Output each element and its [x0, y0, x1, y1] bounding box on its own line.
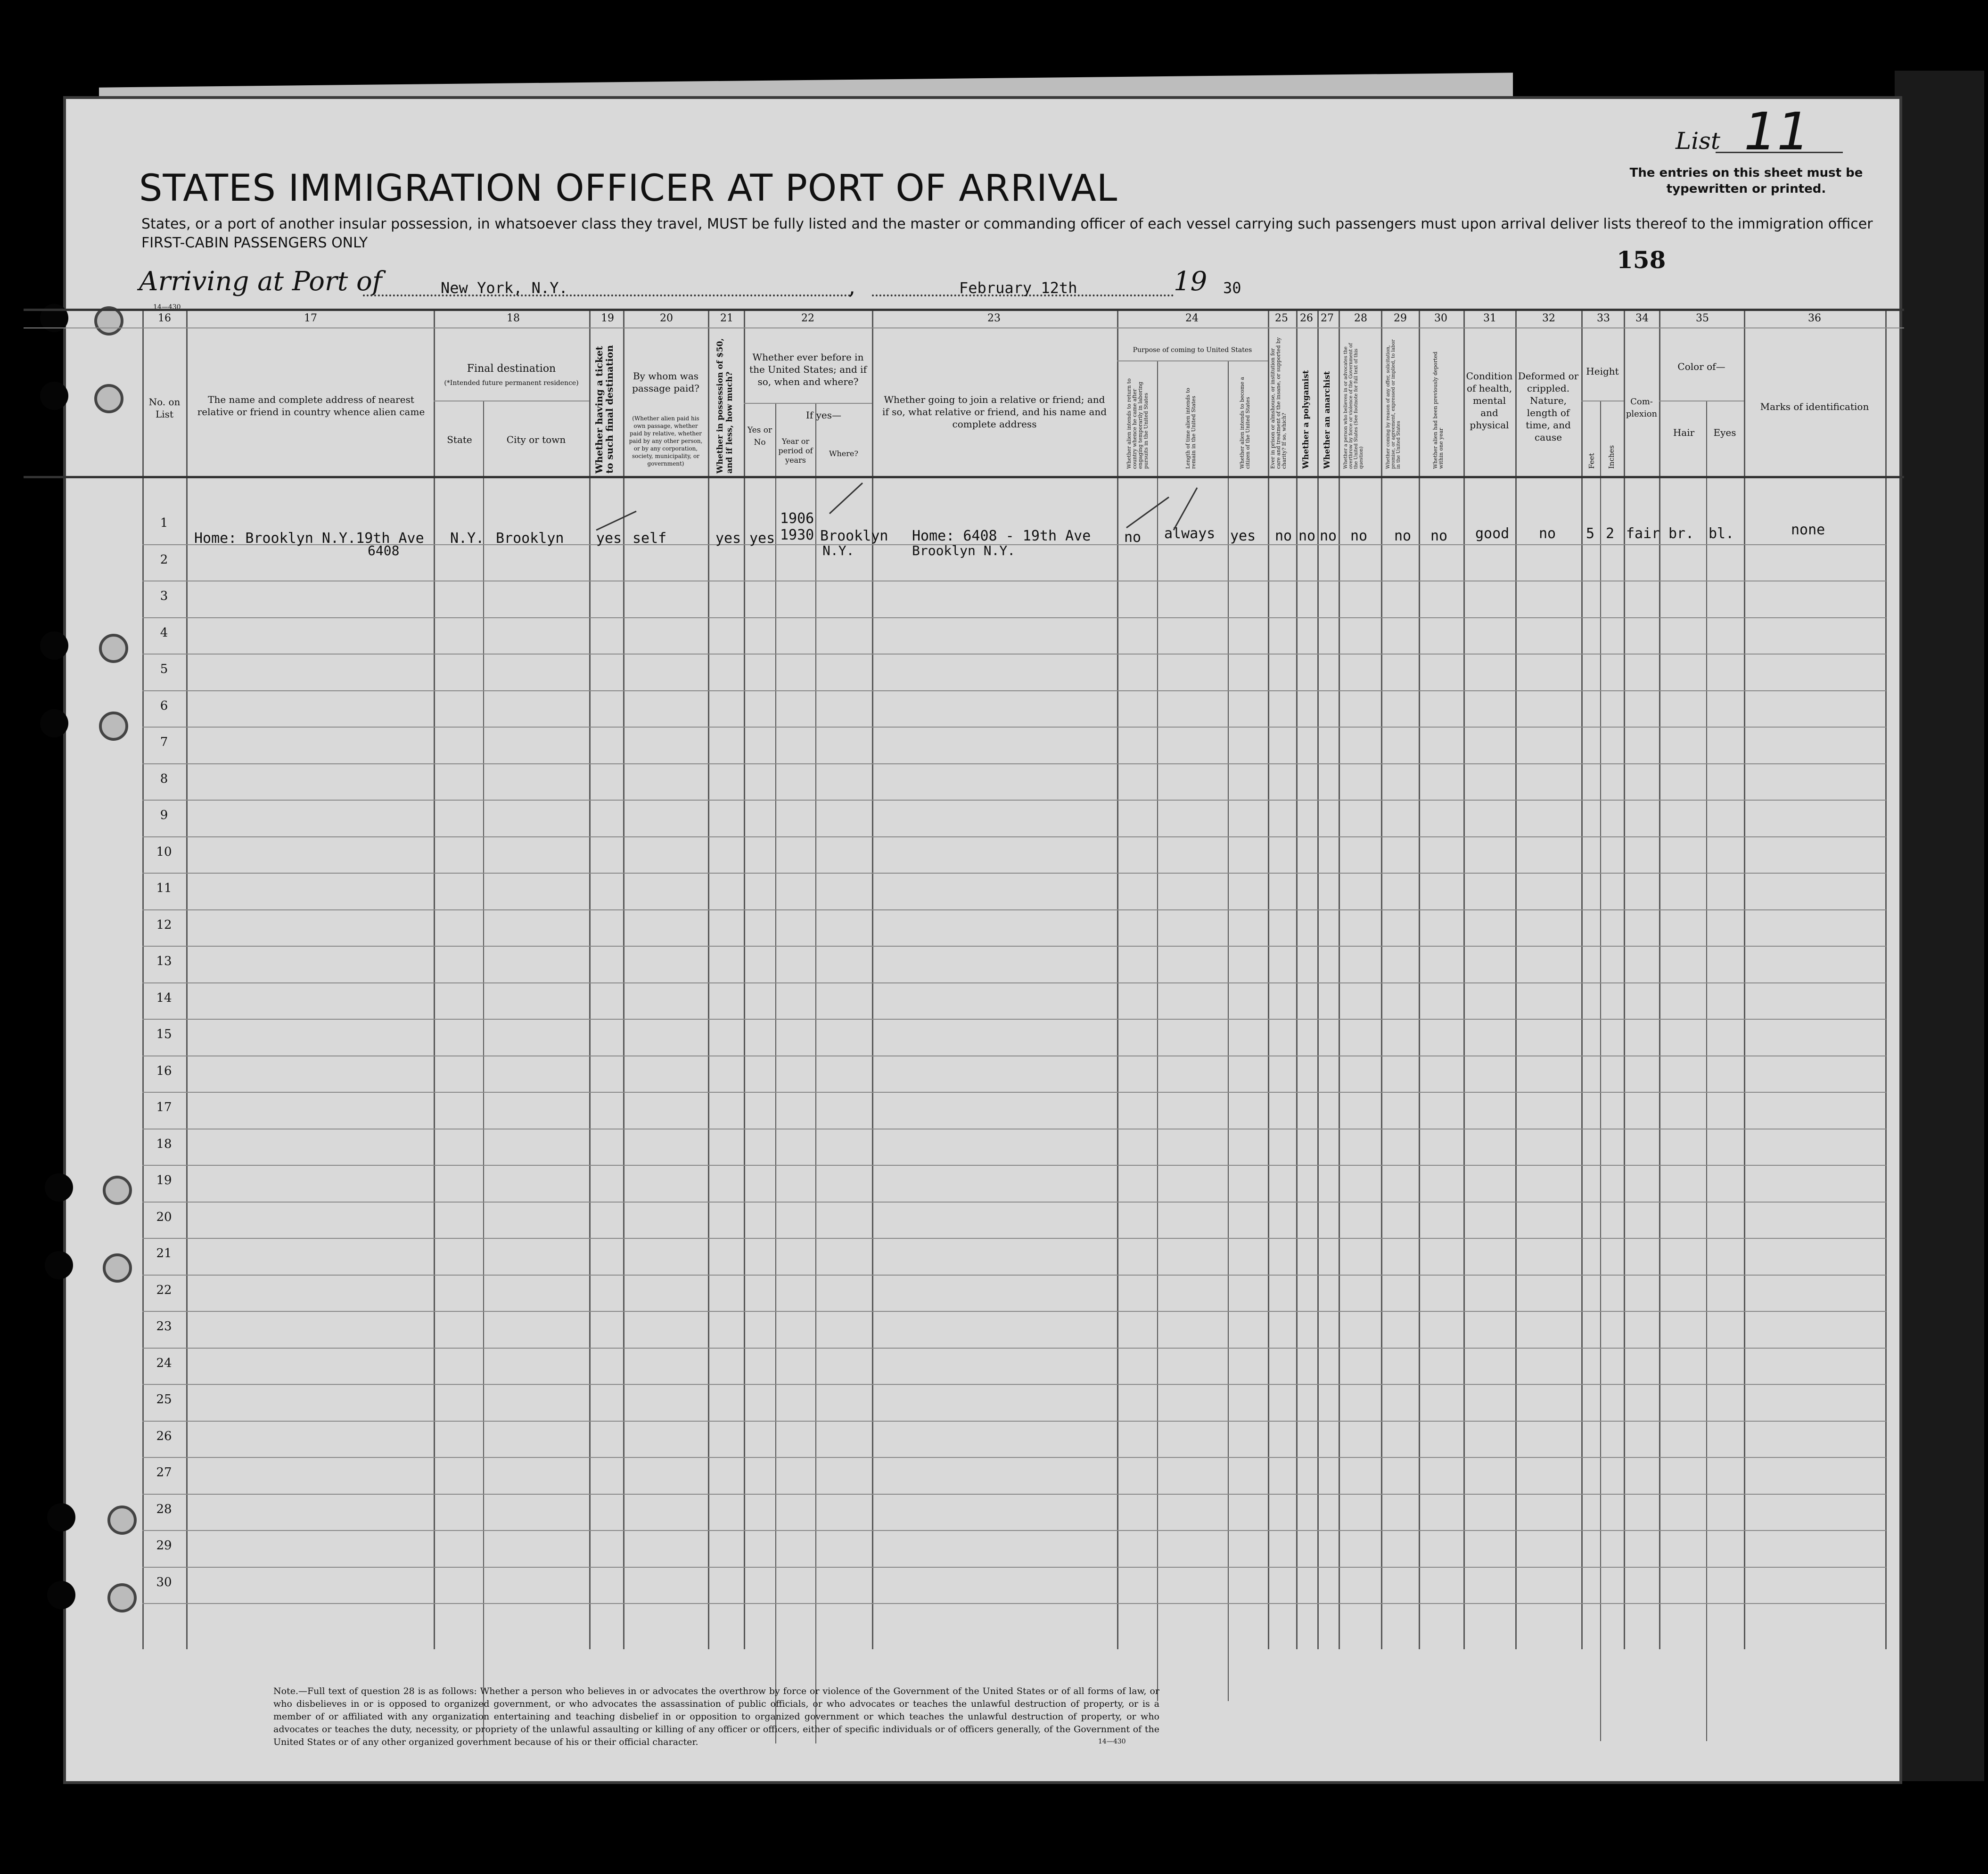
- cell-where-line2: N.Y.: [822, 543, 854, 558]
- heading-nearest-relative: The name and complete address of nearest relative or friend in country whence alien came: [197, 394, 425, 417]
- cell-prison: no: [1275, 528, 1292, 544]
- sheet-number: 158: [1617, 246, 1666, 274]
- heading-final-destination: Final destination: [467, 363, 556, 375]
- column-rule: [1157, 360, 1158, 1701]
- heading-anarchist: Whether an anarchist: [1323, 371, 1332, 469]
- row-rule: [142, 982, 1886, 983]
- cell-years-line2: 1930: [780, 527, 814, 543]
- cell-where-line1: Brooklyn: [820, 528, 888, 544]
- heading-height: Height: [1586, 366, 1619, 377]
- heading-color-of: Color of—: [1677, 361, 1725, 372]
- cell-inches: 2: [1606, 525, 1615, 542]
- heading-length-of-time: Length of time alien intends to remain in the United States: [1185, 387, 1197, 469]
- row-rule: [142, 800, 1886, 801]
- heading-if-yes: If yes—: [805, 409, 842, 421]
- row-rule: [142, 1311, 1886, 1312]
- row-number: 9: [160, 808, 168, 822]
- port-value: New York, N.Y.: [441, 279, 568, 297]
- heading-yes-or-no: Yes or No: [747, 426, 772, 447]
- form-code: 14—430: [153, 303, 181, 311]
- row-number: 12: [156, 917, 172, 932]
- column-rule: [1600, 401, 1601, 1741]
- column-number: 17: [304, 312, 317, 324]
- row-rule: [142, 873, 1886, 874]
- cell-anarchist: no: [1320, 528, 1337, 544]
- row-rule: [142, 1238, 1886, 1239]
- cell-hair: br.: [1668, 525, 1694, 542]
- arriving-label: Arriving at Port of: [139, 266, 382, 297]
- row-rule: [142, 1421, 1886, 1422]
- row-number: 8: [160, 771, 168, 786]
- row-number: 7: [160, 735, 168, 749]
- cell-relative-line1: Home: Brooklyn N.Y.19th Ave: [194, 530, 424, 547]
- column-rule: [775, 403, 776, 1743]
- entries-note: The entries on this sheet must be typewritten or printed.: [1629, 166, 1863, 196]
- footnote-form-code: 14—430: [1098, 1738, 1126, 1745]
- column-number: 36: [1808, 312, 1821, 324]
- cell-polygamist: no: [1298, 528, 1316, 544]
- row-number: 18: [156, 1137, 172, 1151]
- date-value: February 12th: [959, 279, 1077, 297]
- column-number: 26: [1300, 312, 1313, 324]
- ditto-stroke: [830, 483, 863, 514]
- cell-purpose-return: no: [1124, 529, 1142, 546]
- cell-join-line1: Home: 6408 - 19th Ave: [912, 528, 1091, 544]
- heading-ticket: Whether having a ticket to such final destination: [593, 345, 615, 474]
- column-number: 24: [1185, 312, 1199, 324]
- row-number: 13: [156, 954, 172, 968]
- cell-ticket: yes: [596, 530, 622, 547]
- column-rule: [1581, 309, 1583, 1649]
- heading-q28: Whether a person who believes in or advocates the overthrow by force or violence of the Government of the United States (See footnote for full text of this question): [1343, 343, 1364, 469]
- list-underline: [1716, 152, 1843, 153]
- heading-where: Where?: [829, 449, 858, 458]
- column-rule: [1515, 309, 1517, 1649]
- heading-eyes: Eyes: [1713, 427, 1736, 438]
- column-number: 25: [1275, 312, 1288, 324]
- row-rule: [142, 1348, 1886, 1349]
- column-number: 27: [1321, 312, 1334, 324]
- column-rule: [483, 401, 484, 1741]
- cell-ever-before: yes: [749, 530, 775, 547]
- column-number: 29: [1394, 312, 1407, 324]
- column-number: 31: [1483, 312, 1496, 324]
- page-subtitle: States, or a port of another insular possession, in whatsoever class they travel, MUST be fully listed and the master or commanding officer of each vessel carrying such passengers must upon arrival deliver lists thereof to the immigration officer: [141, 216, 1873, 232]
- row-number: 26: [156, 1429, 172, 1443]
- row-rule: [142, 946, 1886, 947]
- row-number: 14: [156, 990, 172, 1005]
- row-number: 27: [156, 1465, 172, 1480]
- heading-possession-50: Whether in possession of $50, and if less, how much?: [715, 338, 734, 474]
- heading-state: State: [447, 434, 472, 445]
- row-number: 16: [156, 1064, 172, 1078]
- row-number: 5: [160, 662, 168, 676]
- heading-polygamist: Whether a polygamist: [1301, 370, 1311, 469]
- heading-ever-before: Whether ever before in the United States; and if so, when and where?: [749, 352, 867, 387]
- year-prefix: 19: [1174, 266, 1208, 297]
- manifest-table: [24, 309, 1904, 1649]
- cell-citizen: yes: [1230, 528, 1256, 544]
- column-rule: [815, 403, 816, 1743]
- page-title: STATES IMMIGRATION OFFICER AT PORT OF ARRIVAL: [139, 167, 1118, 210]
- column-number: 33: [1597, 312, 1610, 324]
- column-rule: [434, 309, 435, 1649]
- row-number: 1: [160, 516, 168, 530]
- heading-purpose: Purpose of coming to United States: [1133, 346, 1252, 354]
- heading-final-destination-note: (*Intended future permanent residence): [444, 379, 579, 387]
- row-rule: [142, 909, 1886, 910]
- row-number: 4: [160, 625, 168, 640]
- row-number: 25: [156, 1392, 172, 1407]
- cell-length: always: [1164, 525, 1216, 542]
- heading-q29: Whether coming by reason of any offer, solicitation, promise, or agreement, expressed or implied, to labor in the United States: [1386, 339, 1401, 469]
- heading-inches: Inches: [1607, 445, 1616, 469]
- column-number: 23: [987, 312, 1001, 324]
- column-number: 18: [507, 312, 520, 324]
- list-number: 11: [1744, 101, 1810, 162]
- row-number: 19: [156, 1173, 172, 1187]
- heading-complexion: Com-plexion: [1626, 397, 1658, 419]
- row-rule: [142, 763, 1886, 764]
- column-rule: [1381, 309, 1382, 1649]
- column-rule: [142, 309, 144, 1649]
- row-number: 11: [156, 881, 172, 895]
- row-number: 24: [156, 1356, 172, 1370]
- separator-comma: ,: [848, 273, 856, 300]
- ditto-stroke: [596, 511, 636, 530]
- column-number: 35: [1696, 312, 1709, 324]
- subheading-rule: [1117, 360, 1268, 361]
- row-rule: [142, 1019, 1886, 1020]
- cell-relative-line2: 6408: [368, 543, 400, 558]
- port-underline: [363, 295, 851, 296]
- column-number: 19: [601, 312, 614, 324]
- table-top-rule: [24, 309, 1904, 311]
- cell-q30: no: [1430, 528, 1448, 544]
- row-rule: [142, 1567, 1886, 1568]
- heading-passage-paid: By whom was passage paid?: [632, 370, 699, 394]
- heading-q30: Whether alien had been previously deported within one year: [1432, 352, 1444, 469]
- row-rule: [142, 1202, 1886, 1203]
- row-rule: [142, 1384, 1886, 1385]
- column-rule: [1659, 309, 1660, 1649]
- passenger-class: FIRST-CABIN PASSENGERS ONLY: [141, 235, 368, 251]
- row-rule: [142, 1092, 1886, 1093]
- cell-city: Brooklyn: [496, 530, 564, 547]
- cell-health: good: [1475, 525, 1510, 542]
- column-number: 16: [158, 312, 171, 324]
- column-number: 21: [720, 312, 733, 324]
- cell-marks: none: [1791, 522, 1825, 538]
- cell-eyes: bl.: [1709, 525, 1734, 542]
- cell-q29: no: [1394, 528, 1412, 544]
- heading-hair: Hair: [1673, 427, 1695, 438]
- column-number-rule: [24, 327, 1904, 328]
- column-number: 34: [1635, 312, 1649, 324]
- row-number: 6: [160, 698, 168, 713]
- heading-join-relative: Whether going to join a relative or friend; and if so, what relative or friend, and his name and complete address: [882, 394, 1107, 430]
- heading-feet: Feet: [1587, 453, 1596, 469]
- row-rule: [142, 654, 1886, 655]
- heading-prison: Ever in prison or almshouse, or institution for care and treatment of the insane, or supported by charity? If so, which?: [1270, 337, 1287, 469]
- row-rule: [142, 1275, 1886, 1276]
- cell-join-line2: Brooklyn N.Y.: [912, 543, 1016, 558]
- heading-city: City or town: [506, 434, 566, 445]
- column-rule: [1317, 309, 1319, 1649]
- row-number: 10: [156, 844, 172, 859]
- heading-citizen: Whether alien intends to become a citizen of the United States: [1239, 376, 1251, 469]
- column-rule: [1706, 401, 1707, 1741]
- column-rule: [1419, 309, 1420, 1649]
- binding-strip: [1895, 71, 1984, 1781]
- heading-condition-health: Condition of health, mental and physical: [1466, 370, 1513, 431]
- column-number: 22: [801, 312, 814, 324]
- column-rule: [1296, 309, 1298, 1649]
- column-number: 32: [1542, 312, 1555, 324]
- row-rule: [142, 836, 1886, 837]
- row-rule: [142, 1530, 1886, 1531]
- cell-q28: no: [1350, 528, 1368, 544]
- cell-state: N.Y.: [450, 530, 485, 547]
- row-number: 2: [160, 552, 168, 567]
- footnote-question-28: Note.—Full text of question 28 is as follows: Whether a person who believes in or advocates the overthrow by force or violence of the Government of the United States or of all forms of law, or who disbelieves in or is opposed to organized government, or who advocates the assassination of public officials, or who advocates or teaches the unlawful destruction of property, or is a member of or affiliated with any organization entertaining and teaching disbelief in or opposition to organized government or which teaches the unlawful destruction of property, or who advocates or teaches the duty, necessity, or propriety of the unlawful assaulting or killing of any officer or officers, either of specific individuals or of officers generally, of the Government of the United States or of any other organized government because of his or their official character.: [273, 1686, 1159, 1747]
- heading-deformed: Deformed or crippled. Nature, length of time, and cause: [1518, 370, 1579, 443]
- cell-has-50: yes: [715, 530, 741, 547]
- row-number: 20: [156, 1210, 172, 1224]
- year-suffix: 30: [1223, 279, 1241, 297]
- row-number: 29: [156, 1538, 172, 1553]
- heading-marks: Marks of identification: [1760, 401, 1869, 412]
- cell-deformed: no: [1539, 525, 1556, 542]
- cell-feet: 5: [1586, 525, 1595, 542]
- row-rule: [142, 727, 1886, 728]
- row-rule: [142, 1457, 1886, 1458]
- ditto-stroke: [1126, 497, 1169, 528]
- row-rule: [142, 617, 1886, 618]
- row-number: 17: [156, 1100, 172, 1114]
- row-rule: [142, 690, 1886, 691]
- heading-purpose-return: Whether alien intends to return to country whence he came after engaging temporarily in laboring pursuits in the United States: [1126, 378, 1149, 469]
- row-number: 28: [156, 1502, 172, 1516]
- row-number: 15: [156, 1027, 172, 1041]
- column-rule: [1624, 309, 1625, 1649]
- list-label: List: [1676, 127, 1720, 155]
- column-rule: [1744, 309, 1745, 1649]
- row-number: 3: [160, 589, 168, 603]
- column-number: 30: [1434, 312, 1447, 324]
- cell-passage: self: [633, 530, 667, 547]
- column-rule: [1463, 309, 1465, 1649]
- ditto-strokes: [589, 478, 1202, 535]
- column-number: 20: [660, 312, 673, 324]
- row-number: 30: [156, 1575, 172, 1589]
- column-rule: [186, 309, 188, 1649]
- row-number: 21: [156, 1246, 172, 1260]
- cell-complexion: fair: [1626, 525, 1660, 542]
- column-rule: [1885, 309, 1887, 1649]
- row-rule: [142, 1494, 1886, 1495]
- heading-passage-paid-note: (Whether alien paid his own passage, whether paid by relative, whether paid by any other person, or by any corporation, society, municipality, or government): [629, 415, 703, 467]
- column-rule: [1228, 360, 1229, 1701]
- heading-year-or-period: Year or period of years: [778, 437, 813, 465]
- row-number: 22: [156, 1283, 172, 1297]
- cell-years-line1: 1906: [780, 510, 814, 527]
- column-rule: [1268, 309, 1269, 1649]
- ditto-stroke: [1174, 488, 1197, 530]
- subheading-rule: [744, 403, 872, 404]
- row-rule: [142, 1165, 1886, 1166]
- column-rule: [1339, 309, 1340, 1649]
- row-number: 23: [156, 1319, 172, 1334]
- row-rule: [142, 1603, 1886, 1604]
- column-number: 28: [1354, 312, 1367, 324]
- heading-no-on-list: No. on List: [148, 396, 181, 420]
